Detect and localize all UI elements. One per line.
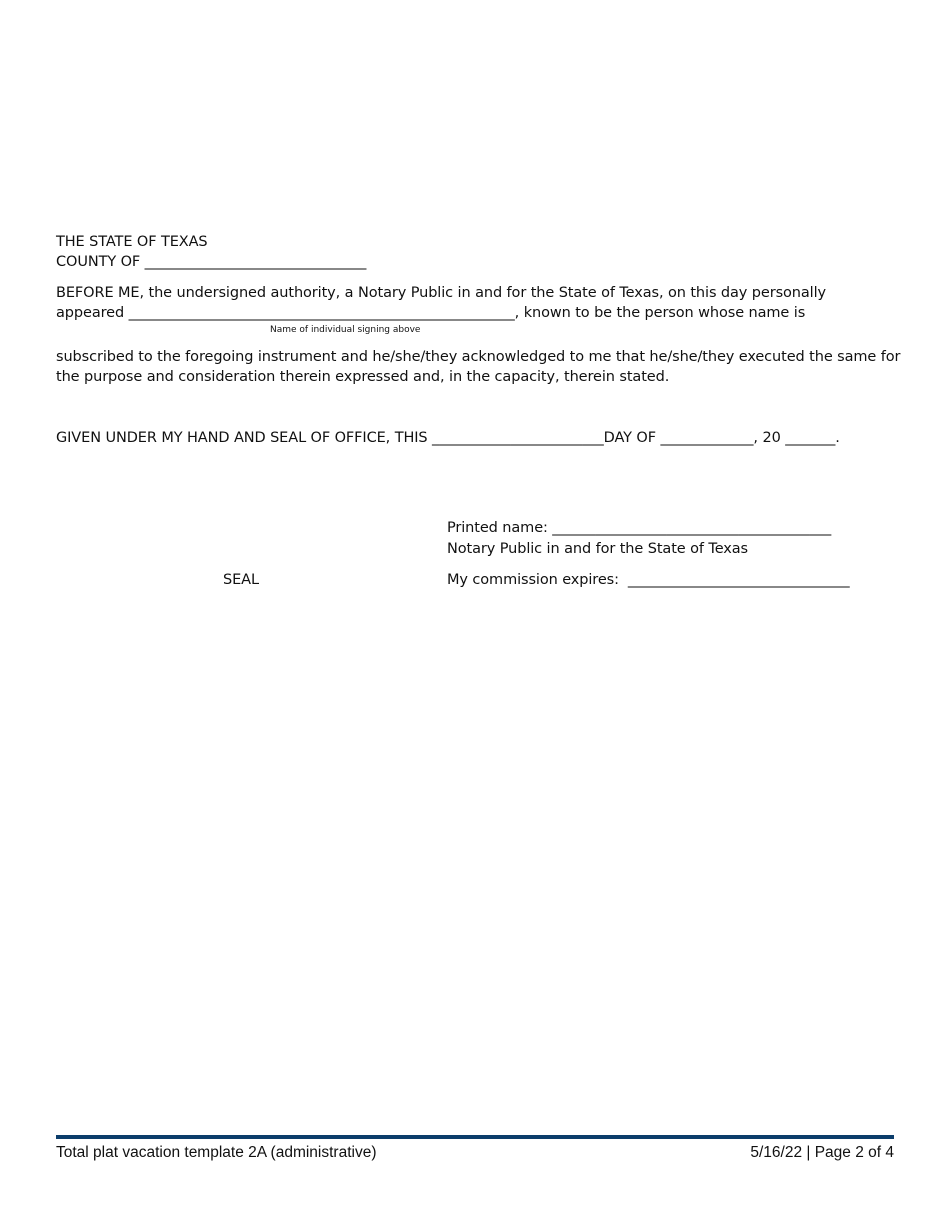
seal-label: SEAL	[223, 572, 259, 588]
acknowledgment-line-1: BEFORE ME, the undersigned authority, a Notary Public in and for the State of Texas, on this day personally	[56, 285, 827, 301]
notary-title: Notary Public in and for the State of Texas	[447, 541, 748, 557]
state-heading: THE STATE OF TEXAS	[56, 234, 208, 250]
footer-page-info: 5/16/22 | Page 2 of 4	[750, 1144, 894, 1161]
acknowledgment-line-4: the purpose and consideration therein expressed and, in the capacity, therein stated.	[56, 369, 670, 385]
acknowledgment-line-3: subscribed to the foregoing instrument and he/she/they acknowledged to me that he/she/they executed the same for	[56, 349, 901, 365]
county-line: COUNTY OF _______________________________	[56, 254, 367, 270]
commission-expires-line: My commission expires: _______________________________	[447, 572, 850, 588]
printed-name-line: Printed name: _______________________________________	[447, 520, 832, 536]
footer-title: Total plat vacation template 2A (administrative)	[56, 1144, 377, 1161]
name-caption: Name of individual signing above	[270, 325, 421, 335]
footer-rule	[56, 1135, 894, 1139]
acknowledgment-line-2: appeared ______________________________________________________, known to be the person whose name is	[56, 305, 806, 321]
given-under-hand-line: GIVEN UNDER MY HAND AND SEAL OF OFFICE, THIS ________________________DAY OF _____________, 20 _______.	[56, 430, 840, 446]
